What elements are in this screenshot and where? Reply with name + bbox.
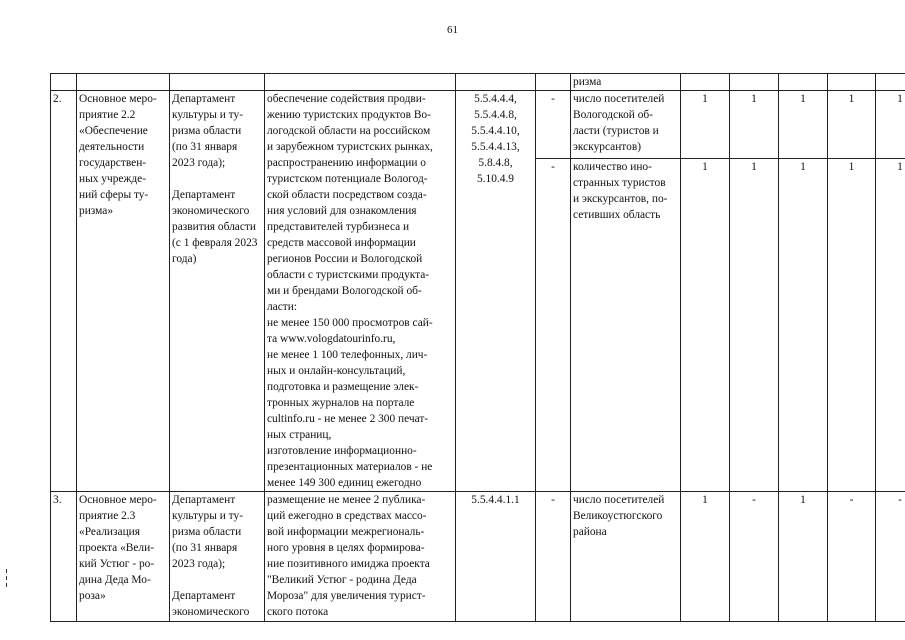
event-name: Основное меро- приятие 2.2 «Обеспечение деятельности государствен- ных учрежде- ний сферы ту- ризма» (77, 91, 170, 492)
value: 1 (828, 158, 876, 491)
executor: Департамент культуры и ту- ризма области (по 31 января 2023 года); Департамент экономического развития области (с 1 февраля 2023 года) (170, 91, 265, 492)
indicator: количество ино- странных туристов и экскурсантов, по- сетивших область (571, 158, 681, 491)
value: - (828, 492, 876, 622)
indicator: число посетителей Великоустюгского района (571, 492, 681, 622)
indicator: число посетителей Вологодской об- ласти (туристов и экскурсантов) (571, 91, 681, 159)
table-row-2a (51, 91, 905, 159)
codes: 5.5.4.4.4, 5.5.4.4.8, 5.5.4.4.10, 5.5.4.4.13, 5.8.4.8, 5.10.4.9 (456, 91, 536, 492)
value: 1 (681, 492, 730, 622)
value: 1 (681, 158, 730, 491)
dash: - (536, 158, 571, 491)
value: 1 (779, 492, 828, 622)
value: 1 (730, 158, 779, 491)
program-table (50, 73, 905, 622)
page-number: 61 (447, 24, 458, 36)
event-name: Основное меро- приятие 2.3 «Реализация проекта «Вели- кий Устюг - ро- дина Деда Мо- роза» (77, 492, 170, 622)
value: 1 (730, 91, 779, 159)
table-row-3 (51, 492, 905, 622)
row-number: 2. (51, 91, 77, 492)
value: - (730, 492, 779, 622)
indicator-tail: ризма (571, 74, 681, 91)
value: 1 (828, 91, 876, 159)
value: 1 (779, 158, 828, 491)
value: 1 (876, 91, 905, 159)
value: 1 (876, 158, 905, 491)
value: 1 (681, 91, 730, 159)
dash: - (536, 91, 571, 159)
codes: 5.5.4.4.1.1 (456, 492, 536, 622)
scan-margin-marks (6, 569, 14, 590)
continuation-row (51, 74, 905, 91)
dash: - (536, 492, 571, 622)
executor: Департамент культуры и ту- ризма области (по 31 января 2023 года); Департамент экономического (170, 492, 265, 622)
value: 1 (779, 91, 828, 159)
value: - (876, 492, 905, 622)
expected-result: обеспечение содействия продви- жению туристских продуктов Во- логодской области на российском и зарубежном туристских рынках, распространению информации о туристском потенциале Вологод- ской области посредством созда- ния условий для ознакомления представителей турбизнеса и средств массовой информации регионов России и Вологодской области с туристскими продукта- ми и брендами Вологодской об- ласти: не менее 150 000 просмотров сай- та www.vologdatourinfo.ru, не менее 1 100 телефонных, лич- ных и онлайн-консультаций, подготовка и размещение элек- тронных журналов на портале cultinfo.ru - не менее 2 300 печат- ных страниц, изготовление информационно- презентационных материалов - не менее 149 300 единиц ежегодно (265, 91, 456, 492)
expected-result: размещение не менее 2 публика- ций ежегодно в средствах массо- вой информации межрегиональ- ного уровня в целях формирова- ние позитивного имиджа проекта "Великий Устюг - родина Деда Мороза" для увеличения турист- ского потока (265, 492, 456, 622)
row-number: 3. (51, 492, 77, 622)
